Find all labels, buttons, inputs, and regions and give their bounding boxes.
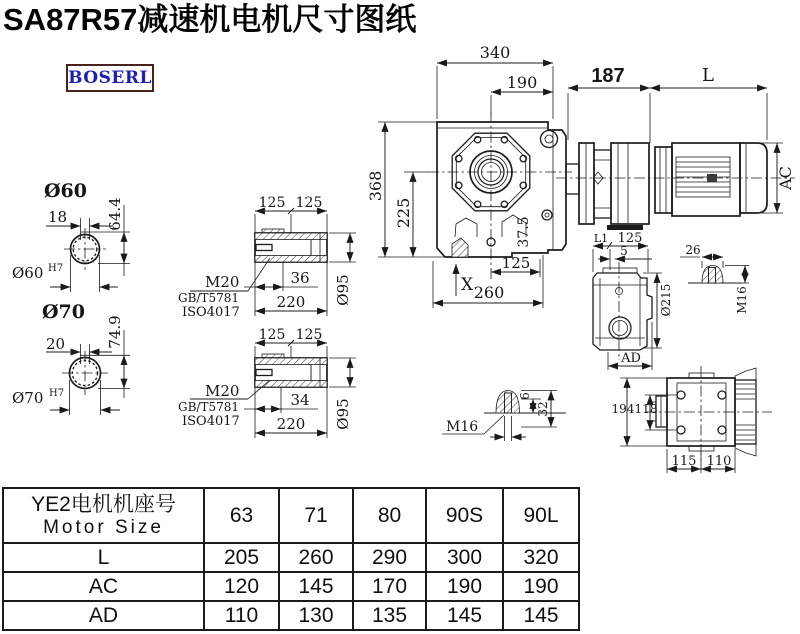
- view-motor-side: [556, 65, 795, 230]
- dim-half-125: 125: [501, 254, 531, 272]
- dim-base-260: 260: [473, 283, 505, 302]
- bore70-title: Ø70: [42, 301, 85, 323]
- dim-side-dia-215: Ø215: [659, 283, 673, 317]
- sleeve2-keylen: 34: [290, 391, 310, 409]
- table-row-L: [3, 543, 579, 572]
- table-cell: 130: [279, 601, 353, 630]
- dim-rear-194: 194: [611, 402, 635, 416]
- dim-flange-190: 190: [506, 73, 538, 92]
- dim-bore-70: Ø70: [12, 389, 44, 407]
- table-col-63: 63: [204, 488, 279, 543]
- bore60-title: Ø60: [44, 180, 87, 202]
- sleeve1-dia: Ø95: [334, 274, 352, 306]
- table-col-80: 80: [353, 488, 426, 543]
- table-header-en: Motor Size: [43, 516, 164, 538]
- dim-key-6: 6: [518, 392, 532, 400]
- dim-adapter-187: 187: [591, 65, 625, 87]
- table-col-90S: 90S: [426, 488, 503, 543]
- dim-motor-AC: AC: [776, 166, 795, 190]
- dim-side-5: 5: [620, 244, 628, 258]
- table-cell: 145: [503, 601, 579, 630]
- view-gearbox-side: [593, 231, 673, 370]
- sleeve1-keylen: 36: [290, 269, 310, 287]
- view-sleeve-2: [178, 327, 356, 438]
- table-cell: 145: [426, 601, 503, 630]
- dim-key-26: 26: [685, 243, 701, 257]
- table-cell: 260: [279, 543, 353, 572]
- sleeve1-length: 220: [276, 293, 306, 311]
- sleeve2-std2: ISO4017: [182, 414, 240, 429]
- table-cell: 290: [353, 543, 426, 572]
- sleeve2-seg2: 125: [295, 327, 323, 343]
- row-label-L: L: [3, 543, 204, 572]
- view-bore-60: [12, 180, 130, 292]
- sleeve2-dia: Ø95: [334, 398, 352, 430]
- sleeve1-thread: M20: [205, 273, 240, 291]
- dim-height-368: 368: [366, 170, 385, 202]
- view-key-section-upper: [680, 243, 749, 314]
- dim-motor-L: L: [702, 65, 714, 86]
- table-cell: 190: [503, 572, 579, 601]
- sleeve1-seg2: 125: [295, 195, 323, 211]
- brand-logo: BOSERL: [66, 64, 154, 92]
- table-cell: 120: [204, 572, 279, 601]
- table-col-90L: 90L: [503, 488, 579, 543]
- table-cell: 320: [503, 543, 579, 572]
- view-gearbox-front: [366, 43, 572, 308]
- dim-key-M16-upper: M16: [735, 286, 749, 314]
- dim-depth-70: 74.9: [106, 315, 124, 349]
- dim-key-M16-bottom: M16: [446, 419, 479, 435]
- table-cell: 135: [353, 601, 426, 630]
- dim-side-AD: AD: [621, 351, 641, 366]
- view-rear-mount: [612, 366, 772, 473]
- table-row-AD: [3, 601, 579, 630]
- dim-depth-60: 64.4: [106, 197, 124, 231]
- dim-rear-115: 115: [671, 454, 697, 469]
- dim-bore-70-tol: H7: [49, 388, 65, 399]
- table-col-71: 71: [279, 488, 353, 543]
- dim-width-340: 340: [479, 43, 511, 62]
- table-cell: 145: [279, 572, 353, 601]
- view-bore-70: [12, 301, 130, 415]
- sleeve2-thread: M20: [205, 382, 240, 400]
- view-sleeve-1: [178, 195, 356, 320]
- dim-foot-37-5: 37.5: [516, 216, 532, 248]
- table-header-motor-size: [3, 488, 204, 543]
- dim-rear-110: 110: [706, 454, 732, 469]
- table-row-AC: [3, 572, 579, 601]
- row-label-AD: AD: [3, 601, 204, 630]
- table-cell: 170: [353, 572, 426, 601]
- dim-keywidth-60: 18: [48, 208, 68, 226]
- row-label-AC: AC: [3, 572, 204, 601]
- table-cell: 110: [204, 601, 279, 630]
- table-cell: 205: [204, 543, 279, 572]
- sleeve1-seg1: 125: [258, 195, 286, 211]
- page-title: SA87R57减速机电机尺寸图纸: [3, 2, 417, 37]
- dim-bore-60-tol: H7: [48, 263, 64, 274]
- mark-x: X: [461, 275, 474, 295]
- dim-bore-60: Ø60: [12, 264, 44, 282]
- dim-side-125: 125: [617, 231, 643, 246]
- table-cell: 190: [426, 572, 503, 601]
- table-header-cn: YE2电机机座号: [31, 492, 176, 516]
- dim-center-225: 225: [394, 197, 413, 229]
- sleeve1-std2: ISO4017: [182, 305, 240, 320]
- dim-key-32: 32: [536, 401, 550, 417]
- view-key-section-bottom: [442, 391, 566, 442]
- sleeve2-std1: GB/T5781: [178, 400, 239, 414]
- dim-side-L1: L1: [593, 232, 609, 245]
- sleeve2-length: 220: [276, 415, 306, 433]
- table-cell: 300: [426, 543, 503, 572]
- sleeve2-seg1: 125: [258, 327, 286, 343]
- motor-size-table: [2, 487, 580, 631]
- sleeve1-std1: GB/T5781: [178, 291, 239, 305]
- dim-keywidth-70: 20: [46, 335, 66, 353]
- dim-rear-118: 118: [634, 402, 658, 416]
